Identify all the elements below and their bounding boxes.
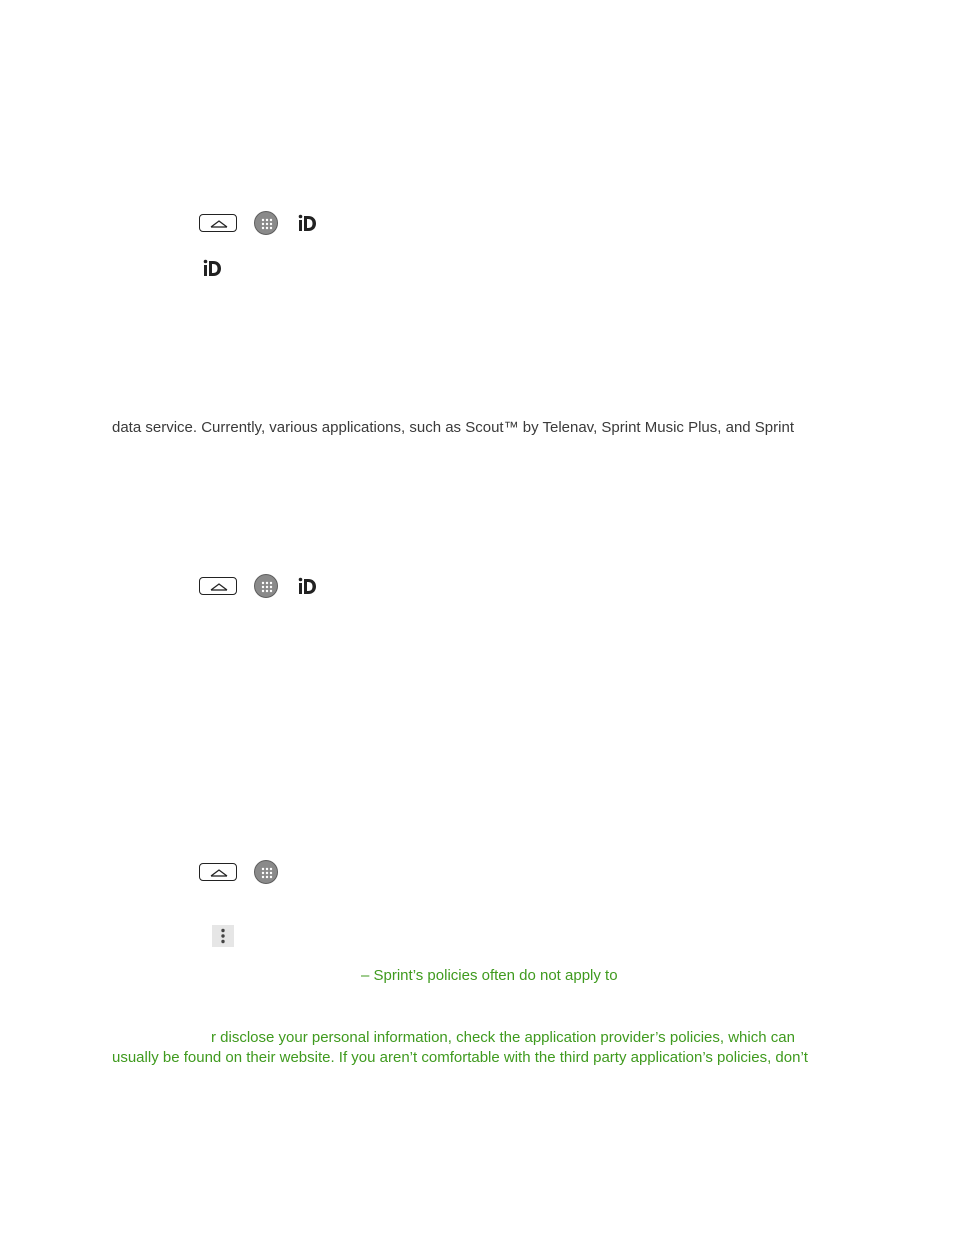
apps-icon	[254, 574, 278, 598]
id-app-icon	[298, 576, 318, 596]
home-key-icon	[199, 214, 237, 232]
warning-text-line-2: r disclose your personal information, check the application provider’s policies, which can	[211, 1029, 795, 1046]
apps-icon	[254, 860, 278, 884]
warning-text-line-3: usually be found on their website. If you aren’t comfortable with the third party application’s policies, don’t	[112, 1049, 808, 1066]
home-key-icon	[199, 577, 237, 595]
warning-text-line-1: – Sprint’s policies often do not apply to	[361, 967, 618, 984]
home-key-icon	[199, 863, 237, 881]
apps-icon	[254, 211, 278, 235]
id-app-icon	[298, 213, 318, 233]
menu-icon	[212, 925, 234, 947]
id-app-icon	[203, 258, 223, 278]
data-service-text: data service. Currently, various applications, such as Scout™ by Telenav, Sprint Music Plus, and Sprint	[112, 419, 794, 436]
